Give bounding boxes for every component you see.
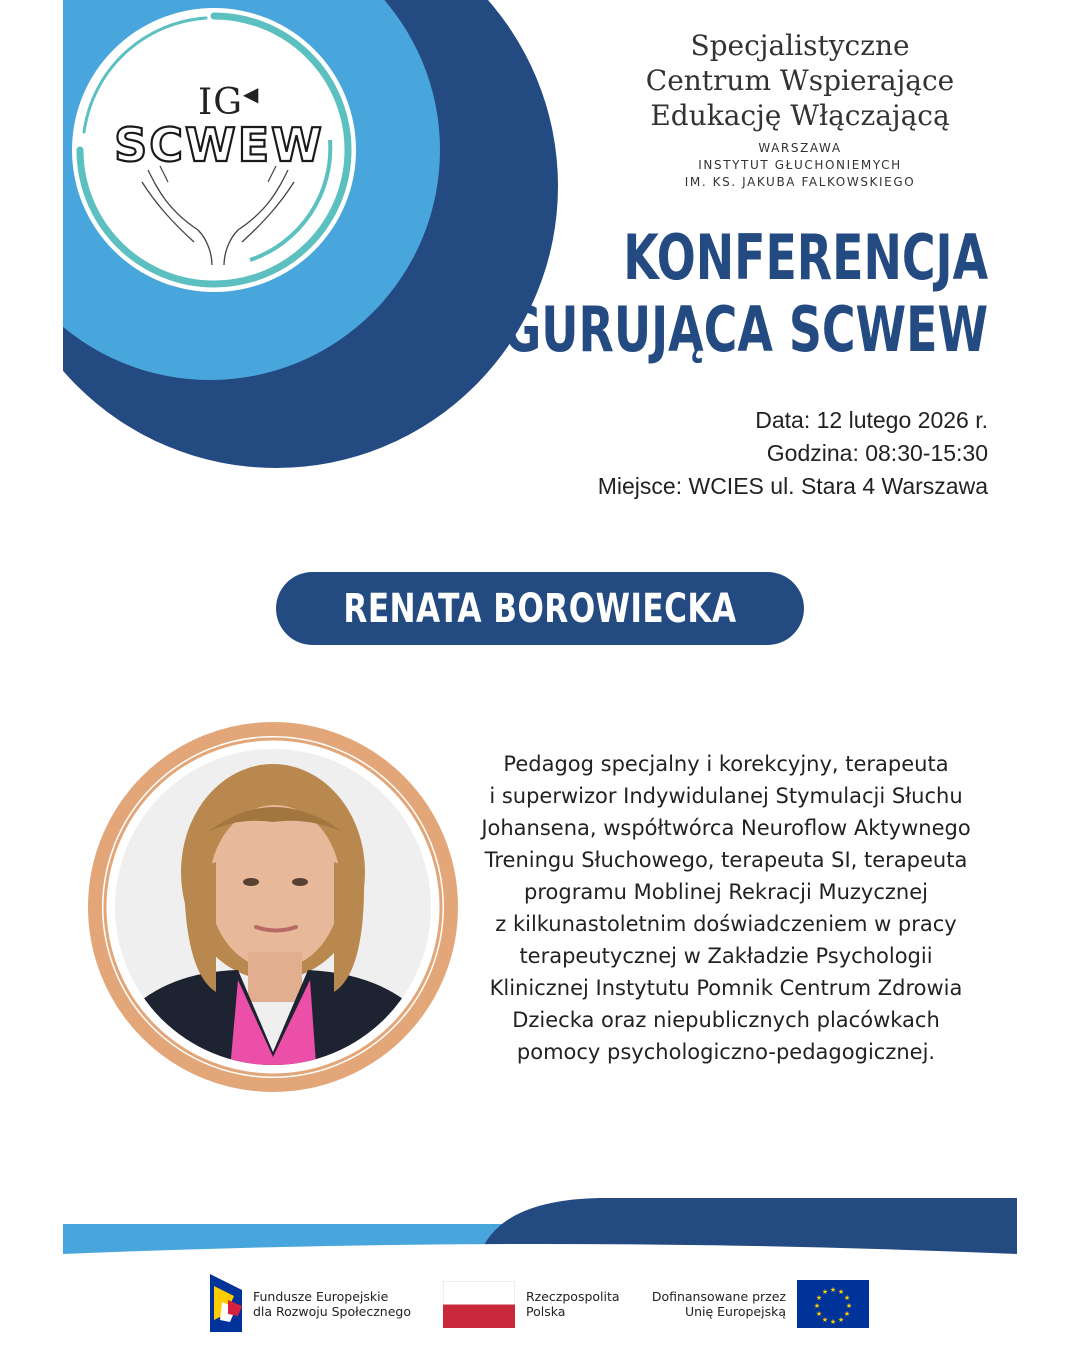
logo-title: SCWEW	[114, 118, 324, 172]
fundusze-europejskie-logo	[208, 1272, 244, 1334]
event-details	[598, 404, 988, 503]
speaker-photo	[88, 722, 458, 1092]
svg-text:★: ★	[813, 1302, 821, 1310]
svg-text:★: ★	[843, 1310, 851, 1318]
eu-label: Dofinansowane przez Unię Europejską	[651, 1289, 786, 1319]
eu-flag	[797, 1280, 869, 1328]
logo-ig-mark: IG◀	[198, 82, 260, 123]
svg-text:★: ★	[837, 1288, 845, 1296]
speaker-name-banner	[276, 572, 804, 645]
institution-subtitle: WARSZAWA INSTYTUT GŁUCHONIEMYCH IM. KS. JAKUBA FALKOWSKIEGO	[684, 141, 916, 189]
fe-label: Fundusze Europejskie dla Rozwoju Społecznego	[253, 1289, 412, 1319]
svg-text:★: ★	[845, 1302, 853, 1310]
institution-name: Specjalistyczne Centrum Wspierające Edukację Włączającą	[645, 29, 955, 132]
conference-title: KONFERENCJA INAUGURUJĄCA SCWEW	[376, 221, 988, 366]
svg-text:★: ★	[837, 1316, 845, 1324]
event-date: Data: 12 lutego 2026 r.	[755, 407, 988, 433]
speaker-bio: Pedagog specjalny i korekcyjny, terapeuta i superwizor Indywidulanej Stymulacji Słuchu Johansena, współtwórca Neuroflow Aktywnego Treningu Słuchowego, terapeuta SI, terapeuta programu Moblinej Rekracji Muzycznej z kilkunastoletnim doświadczeniem w pracy terapeutycznej w Zakładzie Psychologii Klinicznej Instytutu Pomnik Centrum Zdrowia Dziecka oraz niepublicznych placówkach pomocy psychologiczno-pedagogicznej.	[481, 752, 971, 1064]
svg-text:★: ★	[815, 1310, 823, 1318]
svg-text:★: ★	[829, 1286, 837, 1294]
hands-icon	[138, 160, 298, 270]
polish-flag	[443, 1281, 515, 1328]
speaker-name: RENATA BOROWIECKA	[343, 585, 737, 632]
svg-text:★: ★	[843, 1294, 851, 1302]
footer-wave	[0, 1190, 1080, 1260]
svg-text:★: ★	[815, 1294, 823, 1302]
svg-text:★: ★	[821, 1288, 829, 1296]
svg-text:★: ★	[821, 1316, 829, 1324]
event-place: Miejsce: WCIES ul. Stara 4 Warszawa	[597, 473, 988, 499]
svg-text:★: ★	[829, 1318, 837, 1326]
rp-label: Rzeczpospolita Polska	[526, 1289, 620, 1319]
event-time: Godzina: 08:30-15:30	[766, 440, 988, 466]
megaphone-icon: ◀	[242, 82, 260, 106]
